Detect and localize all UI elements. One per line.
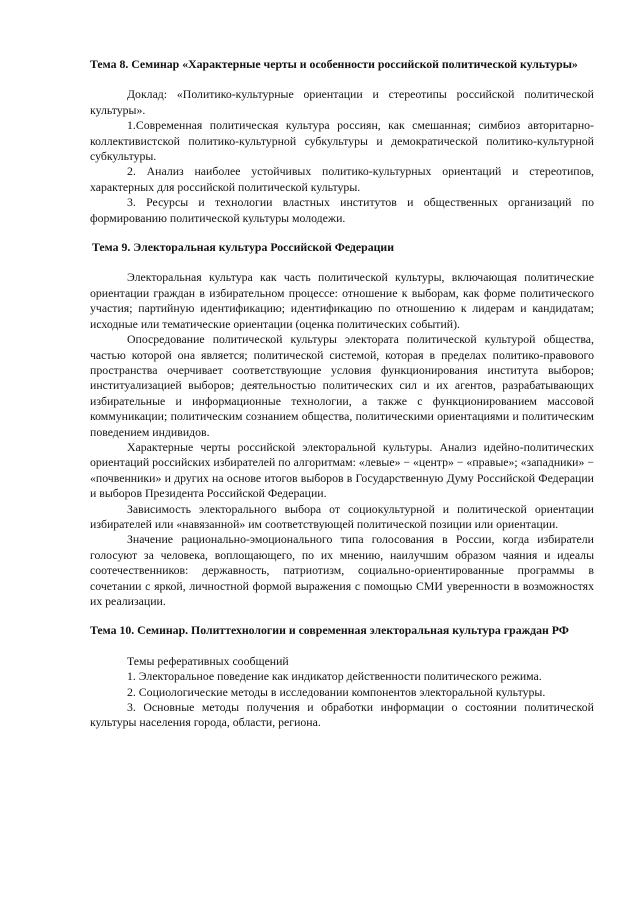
paragraph: Доклад: «Политико-культурные ориентации и стереотипы российской политической культуры». [90, 87, 594, 117]
paragraph: Опосредование политической культуры электората политической культурой общества, частью которой она является; политической системой, которая в пределах политико-правового пространства очерчивает соответствующие условия функционирования института выборов; институализацией выборов; деятельностью политических сил и их агентов, разрабатывающих избирательные и информационные технологии, а также с функционированием массовой коммуникации; политическим сознанием общества, политическими ориентациями и политическим поведением индивидов. [90, 332, 594, 439]
paragraph: 2. Социологические методы в исследовании компонентов электоральной культуры. [127, 684, 546, 699]
section-heading: Тема 9. Электоральная культура Российской Федерации [92, 240, 394, 255]
paragraph: 1.Современная политическая культура россиян, как смешанная; симбиоз авторитарно-коллективистской политико-культурной субкультуры и демократической политико-культурной субкультуры. [90, 118, 594, 164]
paragraph: Электоральная культура как часть политической культуры, включающая политические ориентации граждан в избирательном процессе: отношение к выборам, как форме политического участия; партийную идентификацию; идентификацию по отношению к лидерам и кандидатам; исходные или тематические ориентации (оценка политических событий). [90, 270, 594, 331]
paragraph: 2. Анализ наиболее устойчивых политико-культурных ориентаций и стереотипов, характерных для российской политической культуры. [90, 164, 594, 194]
section-topic-8 [90, 57, 594, 226]
paragraph: 3. Ресурсы и технологии властных институтов и общественных организаций по формированию политической культуры молодежи. [90, 195, 594, 225]
paragraph: Зависимость электорального выбора от социокультурной и политической ориентации избирателей или «навязанной» им соответствующей политической позиции или ориентации. [90, 501, 594, 531]
section-topic-9 [90, 240, 594, 609]
section-heading: Тема 8. Семинар «Характерные черты и особенности российской политической культуры» [90, 57, 578, 71]
section-heading: Тема 10. Семинар. Политтехнологии и современная электоральная культура граждан РФ [90, 623, 569, 638]
paragraph: 1. Электоральное поведение как индикатор действенности политического режима. [127, 669, 542, 684]
paragraph: Темы реферативных сообщений [127, 653, 289, 668]
paragraph: Характерные черты российской электоральной культуры. Анализ идейно-политических ориентаций российских избирателей по алгоритмам: «левые» − «центр» − «правые»; «западники» − «почвенники» и других на основе итогов выборов в Государственную Думу Российской Федерации и выборов Президента Российской Федерации. [90, 439, 594, 501]
paragraph: Значение рационально-эмоционального типа голосования в России, когда избиратели голосуют за человека, воплощающего, по их мнению, наилучшим образом чаяния и идеалы соотечественников: державность, патриотизм, социально-ориентированные программы в сочетании с яркой, личностной формой выражения с помощью СМИ уверенности в возможностях их реализации. [90, 532, 594, 608]
paragraph: 3. Основные методы получения и обработки информации о состоянии политической культуры населения города, области, региона. [90, 700, 594, 730]
section-topic-10 [90, 623, 594, 730]
